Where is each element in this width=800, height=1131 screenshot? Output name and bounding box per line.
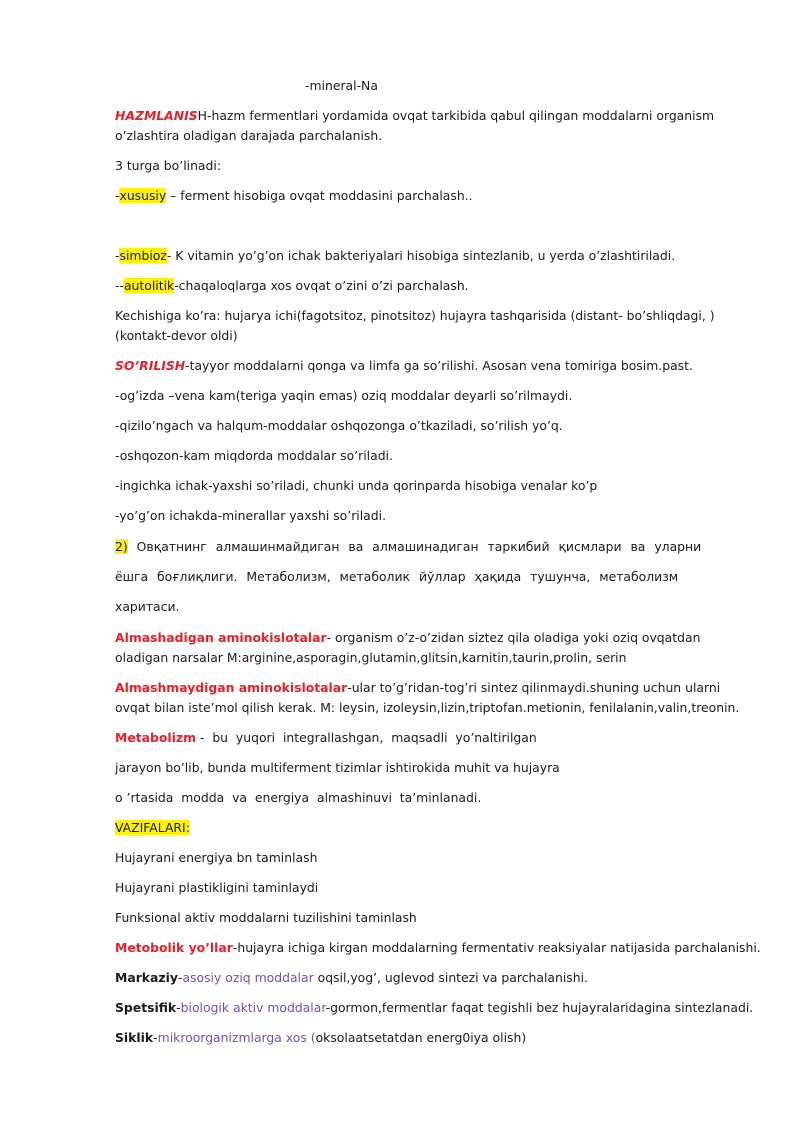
paragraph-yogon: -yo’g’on ichakda-minerallar yaxshi so’riladi. [115, 508, 387, 523]
paragraph-cyrillic-line-2: ёшга боғлиқлиги. Метаболизм, метаболик йўллар ҳақида тушунча, метаболизм [115, 569, 679, 584]
list-item-plastikligini: Hujayrani plastikligini taminlaydi [115, 880, 319, 895]
paragraph-qizilongach: -qizilo’ngach va halqum-moddalar oshqozonga o’tkaziladi, so’rilish yo’q. [115, 418, 563, 433]
paragraph-oshqozon: -oshqozon-kam miqdorda moddalar so’riladi. [115, 448, 393, 463]
paragraph-cyrillic-line-3: харитаси. [115, 599, 180, 614]
term-vazifalari: VAZIFALARI: [115, 820, 190, 835]
paragraph-text: -hujayra ichiga kirgan moddalarning fermentativ reaksiyalar natijasida parchalanishi. [232, 940, 761, 955]
term-metabolizm: Metabolizm [115, 730, 197, 745]
term-almashmaydigan: Almashmaydigan aminokislotalar [115, 680, 348, 695]
paragraph-sorilish [115, 356, 740, 376]
paragraph-text: – ferment hisobiga ovqat moddasini parchalash.. [166, 188, 473, 203]
paragraph-text: - organism o’z-o’zidan siztez qila oladiga yoki oziq ovqatdan oladigan narsalar M:arginine,asporagin,glutamin,glitsin,karnitin,taurin,prolin, serin [115, 630, 701, 665]
paragraph-text: -gormon,fermentlar faqat tegishli bez hujayralaridagina sintezlanadi. [325, 1000, 754, 1015]
separator: - [177, 970, 183, 985]
paragraph-almashadigan [115, 628, 740, 668]
term-sorilish: SO’RILISH [115, 358, 186, 373]
paragraph-siklik [115, 1028, 740, 1048]
paragraph-text: - bu yuqori integrallashgan, maqsadli yo’naltirilgan [196, 730, 537, 745]
term-hazmlanish: HAZMLANIS [115, 108, 198, 123]
paragraph-metobolik-yollar [115, 938, 761, 958]
term-spetsifik: Spetsifik [115, 1000, 177, 1015]
paragraph-kechishiga: Kechishiga ko’ra: hujarya ichi(fagotsitoz, pinotsitoz) hujayra tashqarisida (distant- bo’shliqdagi, ) (kontakt-devor oldi) [115, 308, 715, 343]
paragraph-markaziy [115, 968, 740, 988]
paragraph-hazmlanish [115, 106, 740, 146]
paragraph-turga: 3 turga bo’linadi: [115, 158, 222, 173]
separator: - [153, 1030, 158, 1045]
paragraph-metabolizm-line-1 [115, 728, 740, 748]
paragraph-text: oksolaatsetatdan energ0iya olish) [315, 1030, 527, 1045]
paragraph-almashmaydigan [115, 678, 740, 718]
separator: - [176, 1000, 181, 1015]
paragraph-text: -chaqaloqlarga xos ovqat o’zini o’zi parchalash. [174, 278, 469, 293]
item-number: 2) [115, 539, 128, 554]
paragraph-ingichka: -ingichka ichak-yaxshi so’riladi, chunki unda qorinparda hisobiga venalar ko’p [115, 478, 598, 493]
dash-prefix: - [115, 248, 120, 263]
paragraph-cyrillic-line-1 [115, 537, 740, 557]
term-autolitik: autolitik [123, 278, 175, 293]
paragraph-ogizda: -og’izda –vena kam(teriga yaqin emas) oziq moddalar deyarli so’rilmaydi. [115, 388, 573, 403]
paragraph-text: Овқатнинг алмашинмайдиган ва алмашинадиган таркибий қисмлари ва уларни [127, 539, 702, 554]
paragraph-vazifalari [115, 818, 740, 838]
purple-text: biologik aktiv moddalar [180, 1000, 326, 1015]
term-siklik: Siklik [115, 1030, 154, 1045]
paragraph-simbioz [115, 246, 740, 266]
term-simbioz: simbioz [119, 248, 167, 263]
paragraph-spetsifik [115, 998, 754, 1018]
term-almashadigan: Almashadigan aminokislotalar [115, 630, 327, 645]
dash-prefix: -- [115, 278, 124, 293]
term-metobolik-yollar: Metobolik yo’llar [115, 940, 233, 955]
paragraph-metabolizm-line-2: jarayon bo’lib, bunda multiferment tizimlar ishtirokida muhit va hujayra [115, 760, 560, 775]
list-item-energiya: Hujayrani energiya bn taminlash [115, 850, 318, 865]
paragraph-metabolizm-line-3: o ’rtasida modda va energiya almashinuvi ta’minlanadi. [115, 790, 482, 805]
paragraph-text: -ular to’g’ridan-tog’ri sintez qilinmaydi.shuning uchun ularni ovqat bilan iste’mol qilish kerak. M: leysin, izoleysin,lizin,triptofan.metionin, fenilalanin,valin,treonin. [115, 680, 740, 715]
dash-prefix: - [115, 188, 120, 203]
list-item-funksional: Funksional aktiv moddalarni tuzilishini taminlash [115, 910, 417, 925]
paragraph-text: - K vitamin yo’g’on ichak bakteriyalari hisobiga sintezlanib, u yerda o’zlashtiriladi. [166, 248, 676, 263]
paragraph-autolitik [115, 276, 740, 296]
paragraph-text: H-hazm fermentlari yordamida ovqat tarkibida qabul qilingan moddalarni organism o’zlashtira oladigan darajada parchalanish. [115, 108, 715, 143]
term-xususiy: xususiy [119, 188, 167, 203]
term-markaziy: Markaziy [115, 970, 178, 985]
header-line: -mineral-Na [305, 78, 378, 93]
paragraph-text: -tayyor moddalarni qonga va limfa ga so’rilishi. Asosan vena tomiriga bosim.past. [185, 358, 693, 373]
purple-text: asosiy oziq moddalar [182, 970, 314, 985]
paragraph-text: oqsil,yog’, uglevod sintezi va parchalanishi. [313, 970, 588, 985]
purple-text: mikroorganizmlarga xos ( [157, 1030, 316, 1045]
paragraph-xususiy [115, 186, 740, 206]
